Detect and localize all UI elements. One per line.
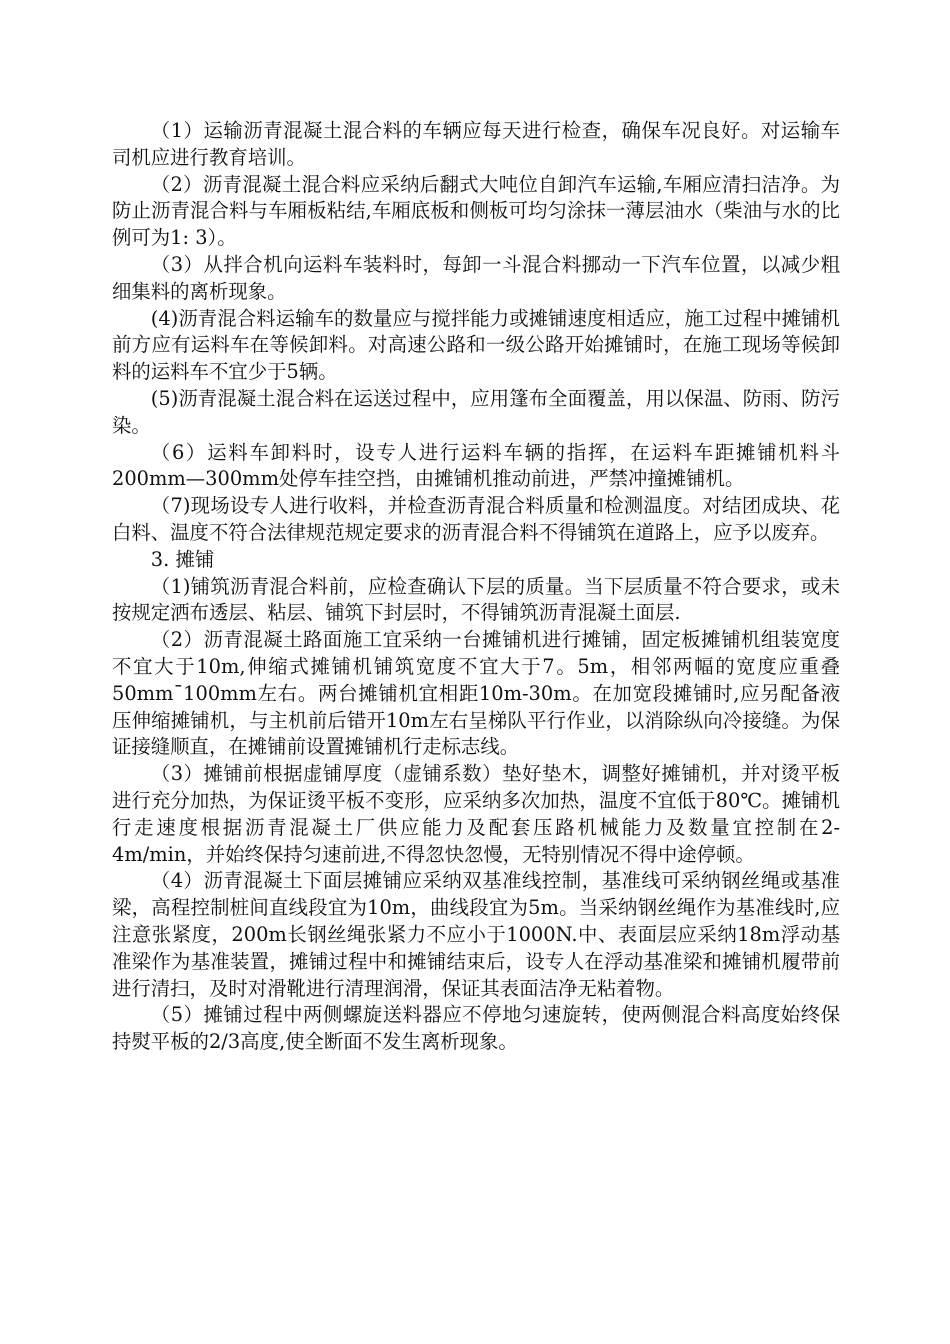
paragraph-tarp-cover: (5)沥青混凝土混合料在运送过程中，应用篷布全面覆盖，用以保温、防雨、防污染。 bbox=[112, 386, 840, 437]
document-body bbox=[112, 118, 840, 1056]
paragraph-dump-truck: （2）沥青混凝土混合料应采纳后翻式大吨位自卸汽车运输,车厢应清扫洁净。为防止沥青混合料与车厢板粘结,车厢底板和侧板可均匀涂抹一薄层油水（柴油与水的比例可为1: 3）。 bbox=[112, 172, 840, 250]
paragraph-lower-layer-check: （1)铺筑沥青混合料前，应检查确认下层的质量。当下层质量不符合要求，或未按规定洒布透层、粘层、铺筑下封层时，不得铺筑沥青混凝土面层. bbox=[112, 574, 840, 625]
paragraph-unloading: （6）运料车卸料时，设专人进行运料车辆的指挥，在运料车距摊铺机料斗200mm—300mm处停车挂空挡，由摊铺机推动前进，严禁冲撞摊铺机。 bbox=[112, 440, 840, 491]
paragraph-reference-line: （4）沥青混凝土下面层摊铺应采纳双基准线控制，基准线可采纳钢丝绳或基准梁，高程控制桩间直线段宜为10m，曲线段宜为5m。当采纳钢丝绳作为基准线时,应注意张紧度，200m长钢丝绳张紧力不应小于1000N.中、表面层应采纳18m浮动基准梁作为基准装置，摊铺过程中和摊铺结束后，设专人在浮动基准梁和摊铺机履带前进行清扫，及时对滑靴进行清理润滑，保证其表面洁净无粘着物。 bbox=[112, 869, 840, 1000]
paragraph-receiving: （7)现场设专人进行收料，并检查沥青混合料质量和检测温度。对结团成块、花白料、温度不符合法律规范规定要求的沥青混合料不得铺筑在道路上，应予以废弃。 bbox=[112, 494, 840, 544]
paragraph-truck-count: (4)沥青混合料运输车的数量应与搅拌能力或摊铺速度相适应，施工过程中摊铺机前方应有运料车在等候卸料。对高速公路和一级公路开始摊铺时，在施工现场等候卸料的运料车不宜少于5辆。 bbox=[112, 306, 840, 384]
section-heading-paving: 3. 摊铺 bbox=[150, 547, 215, 571]
paragraph-transport-vehicle-check: （1）运输沥青混凝土混合料的车辆应每天进行检查，确保车况良好。对运输车司机应进行教育培训。 bbox=[112, 119, 840, 169]
paragraph-paver-setup: （2）沥青混凝土路面施工宜采纳一台摊铺机进行摊铺，固定板摊铺机组装宽度不宜大于10m,伸缩式摊铺机铺筑宽度不宜大于7。5m，相邻两幅的宽度应重叠50mm¯100mm左右。两台摊铺机宜相距10m-30m。在加宽段摊铺时,应另配备液压伸缩摊铺机，与主机前后错开10m左右呈梯队平行作业，以消除纵向冷接缝。为保证接缝顺直，在摊铺前设置摊铺机行走标志线。 bbox=[112, 628, 840, 759]
paragraph-loading: （3）从拌合机向运料车装料时，每卸一斗混合料挪动一下汽车位置，以减少粗细集料的离析现象。 bbox=[112, 252, 840, 303]
paragraph-screw-conveyor: （5）摊铺过程中两侧螺旋送料器应不停地匀速旋转，使两侧混合料高度始终保持熨平板的2/3高度,使全断面不发生离析现象。 bbox=[112, 1003, 840, 1054]
paragraph-preheat: （3）摊铺前根据虚铺厚度（虚铺系数）垫好垫木，调整好摊铺机，并对烫平板进行充分加热，为保证烫平板不变形，应采纳多次加热，温度不宜低于80℃。摊铺机行走速度根据沥青混凝土厂供应能力及配套压路机械能力及数量宜控制在2-4m/min，并始终保持匀速前进,不得忽快忽慢，无特别情况不得中途停顿。 bbox=[112, 762, 840, 866]
